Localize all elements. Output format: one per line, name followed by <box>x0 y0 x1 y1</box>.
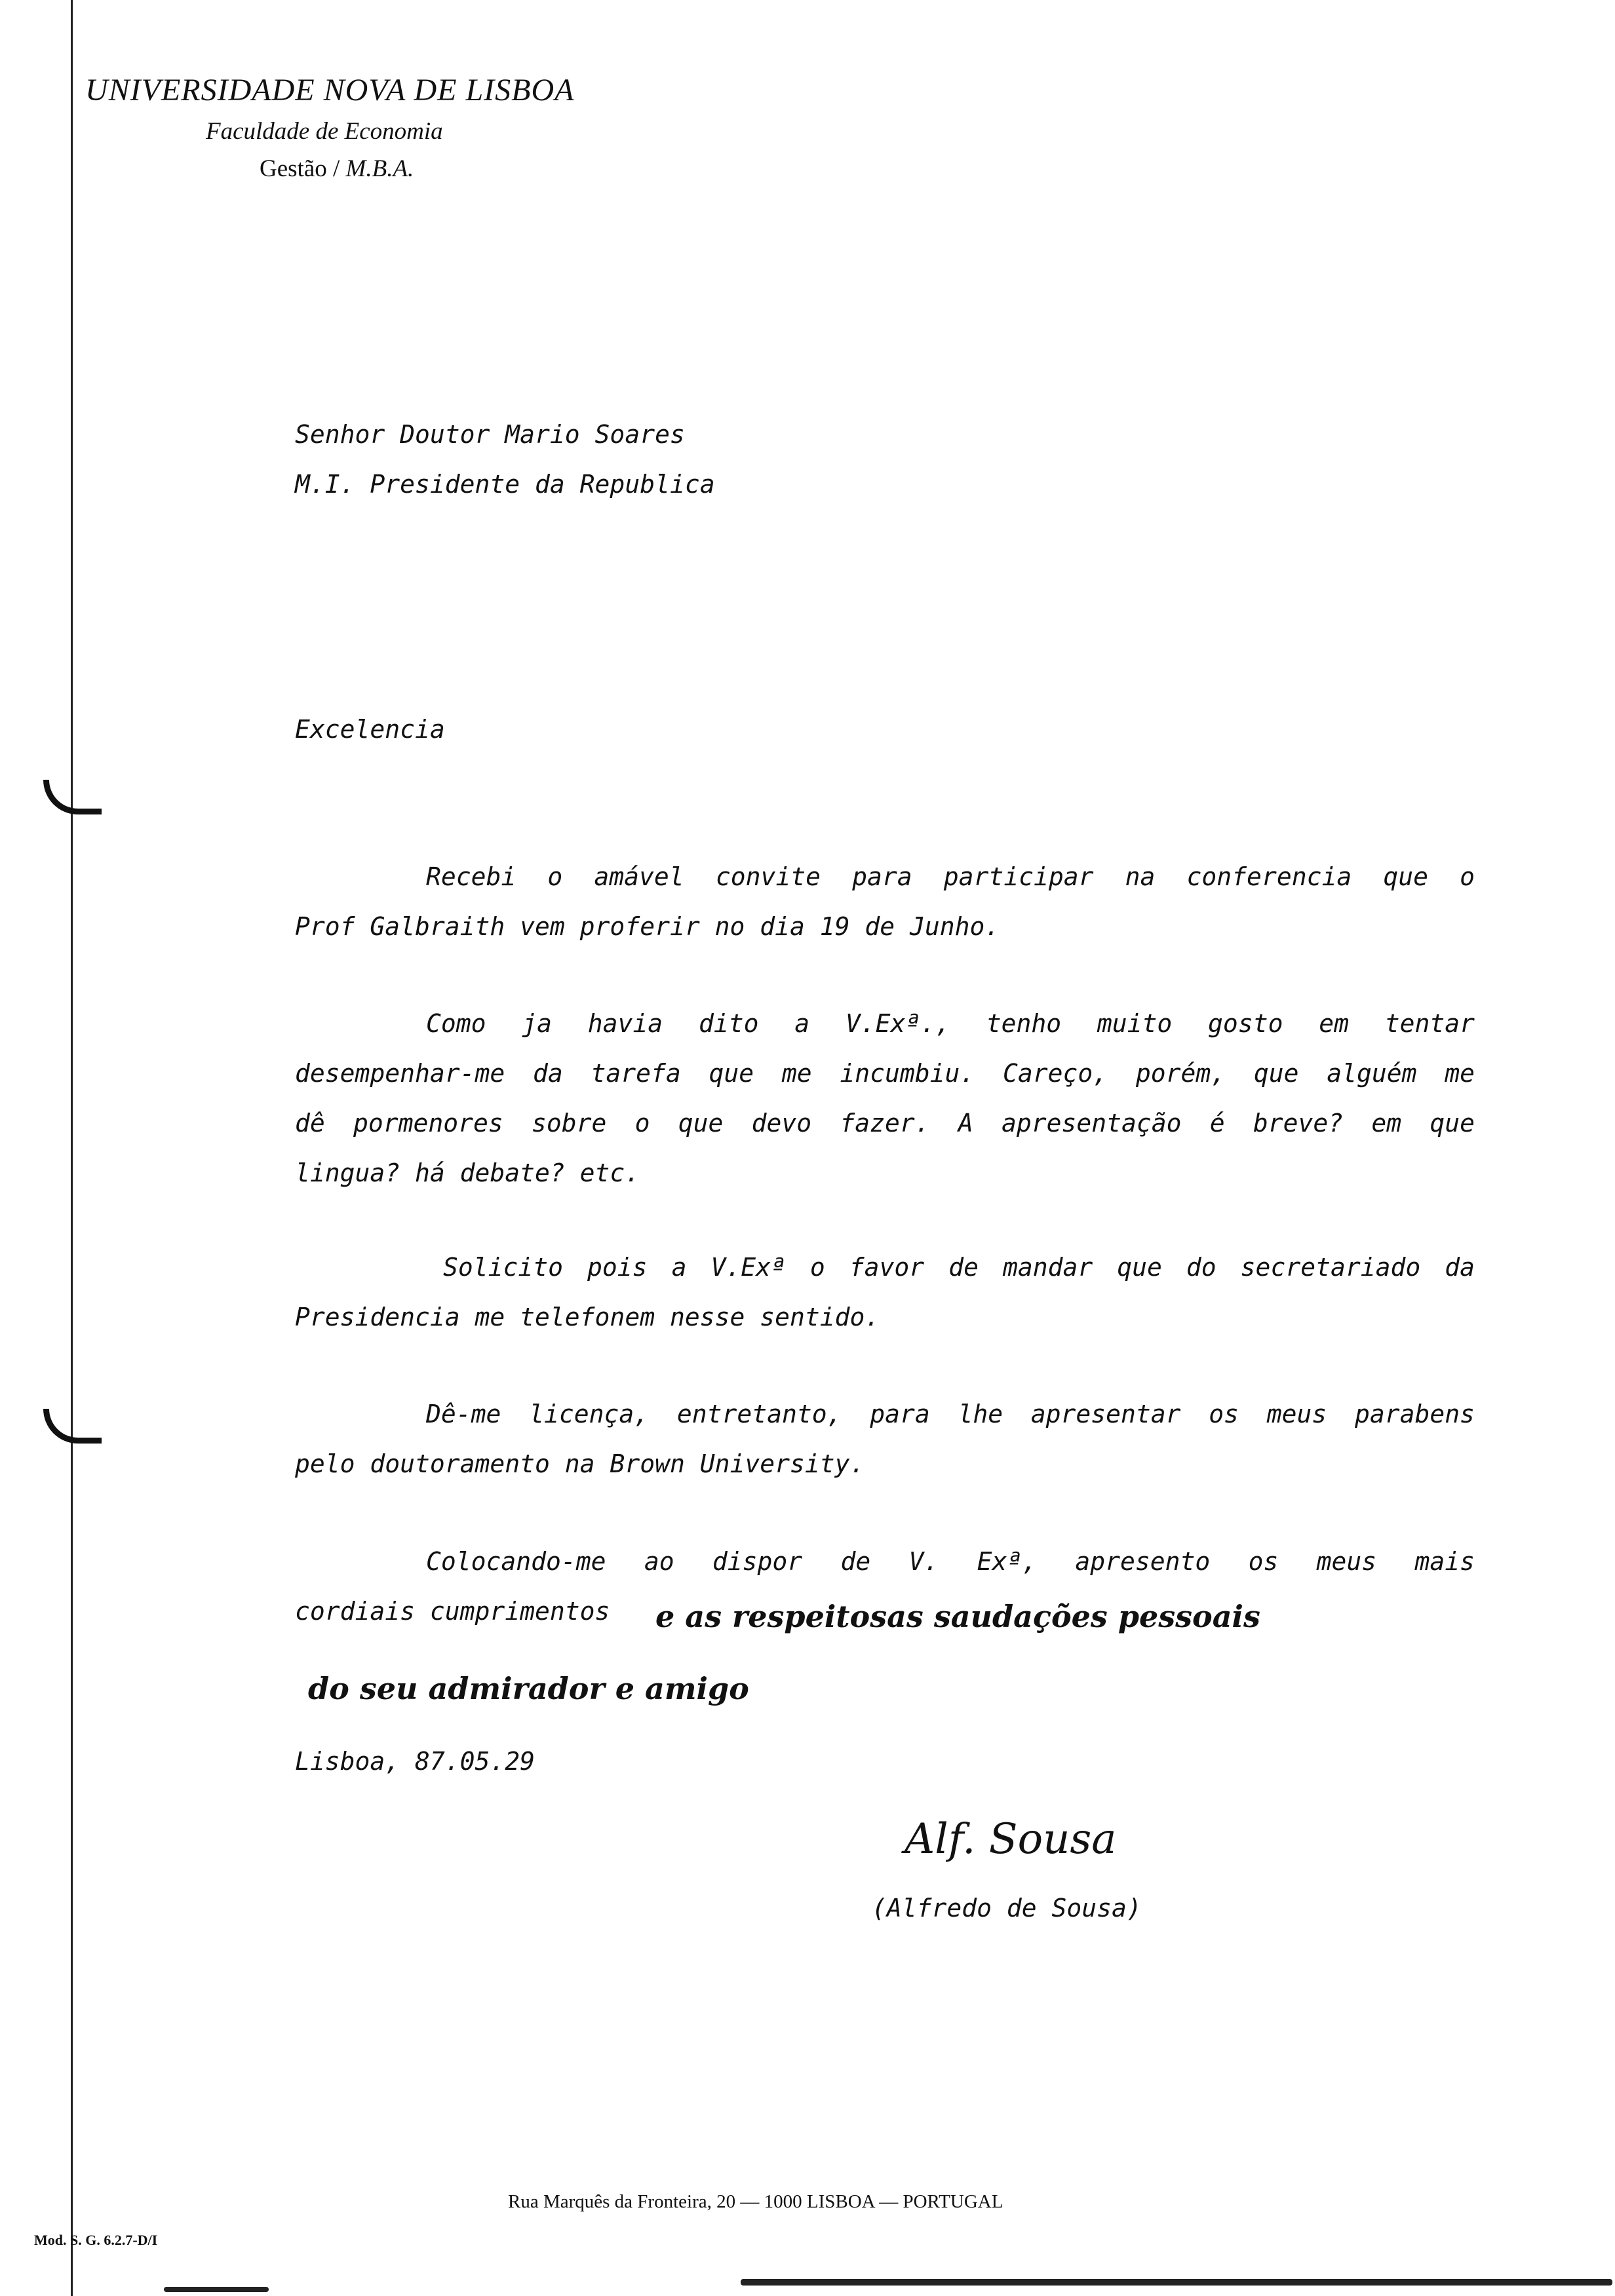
letterhead <box>85 72 574 183</box>
recipient-title: M.I. Presidente da Republica <box>295 470 715 499</box>
paragraph-1 <box>295 852 1475 951</box>
text-line: Presidencia me telefonem nesse sentido. <box>295 1303 880 1331</box>
paragraph-3 <box>295 1242 1475 1342</box>
text-line: desempenhar-me da tarefa que me incumbiu. Careço, porém, que alguém me <box>295 1059 1475 1088</box>
signatory-name: (Alfredo de Sousa) <box>872 1894 1142 1923</box>
text-line: Dê-me licença, entretanto, para lhe apresentar os meus parabens <box>426 1400 1475 1428</box>
handwritten-addition: e as respeitosas saudações pessoais <box>655 1599 1260 1634</box>
punch-hole-mark <box>43 780 102 814</box>
scan-artifact <box>741 2279 1612 2286</box>
text-line: Recebi o amável convite para participar na conferencia que o <box>426 862 1475 891</box>
handwritten-addition: do seu admirador e amigo <box>308 1671 749 1706</box>
footer-address: Rua Marquês da Fronteira, 20 — 1000 LISBOA — PORTUGAL <box>508 2191 1003 2212</box>
program-name <box>260 155 574 183</box>
salutation: Excelencia <box>295 715 445 744</box>
date-line: Lisboa, 87.05.29 <box>295 1747 535 1776</box>
recipient-block <box>295 410 715 509</box>
recipient-name: Senhor Doutor Mario Soares <box>295 420 685 449</box>
faculty-name: Faculdade de Economia <box>206 118 443 145</box>
text-line: Colocando-me ao dispor de V. Exª, apresento os meus mais <box>426 1547 1475 1576</box>
scan-artifact <box>164 2287 269 2292</box>
text-line: Solicito pois a V.Exª o favor de mandar que do secretariado da <box>443 1253 1475 1282</box>
text-line: Como ja havia dito a V.Exª., tenho muito gosto em tentar <box>426 1009 1475 1038</box>
left-margin-rule <box>71 0 73 2296</box>
paragraph-4 <box>295 1389 1475 1489</box>
program-prefix: Gestão / <box>260 155 340 182</box>
text-line: Prof Galbraith vem proferir no dia 19 de Junho. <box>295 912 1000 941</box>
text-line: lingua? há debate? etc. <box>295 1158 640 1187</box>
punch-hole-mark <box>43 1409 102 1444</box>
form-code: Mod. S. G. 6.2.7-D/I <box>34 2232 158 2248</box>
text-line: dê pormenores sobre o que devo fazer. A apresentação é breve? em que <box>295 1109 1475 1138</box>
program-suffix: M.B.A. <box>345 155 414 182</box>
text-line: pelo doutoramento na Brown University. <box>295 1449 865 1478</box>
university-name: UNIVERSIDADE NOVA DE LISBOA <box>85 73 575 107</box>
paragraph-2 <box>295 999 1475 1198</box>
handwritten-signature: Alf. Sousa <box>905 1815 1117 1864</box>
typed-closing: cordiais cumprimentos <box>295 1597 610 1626</box>
